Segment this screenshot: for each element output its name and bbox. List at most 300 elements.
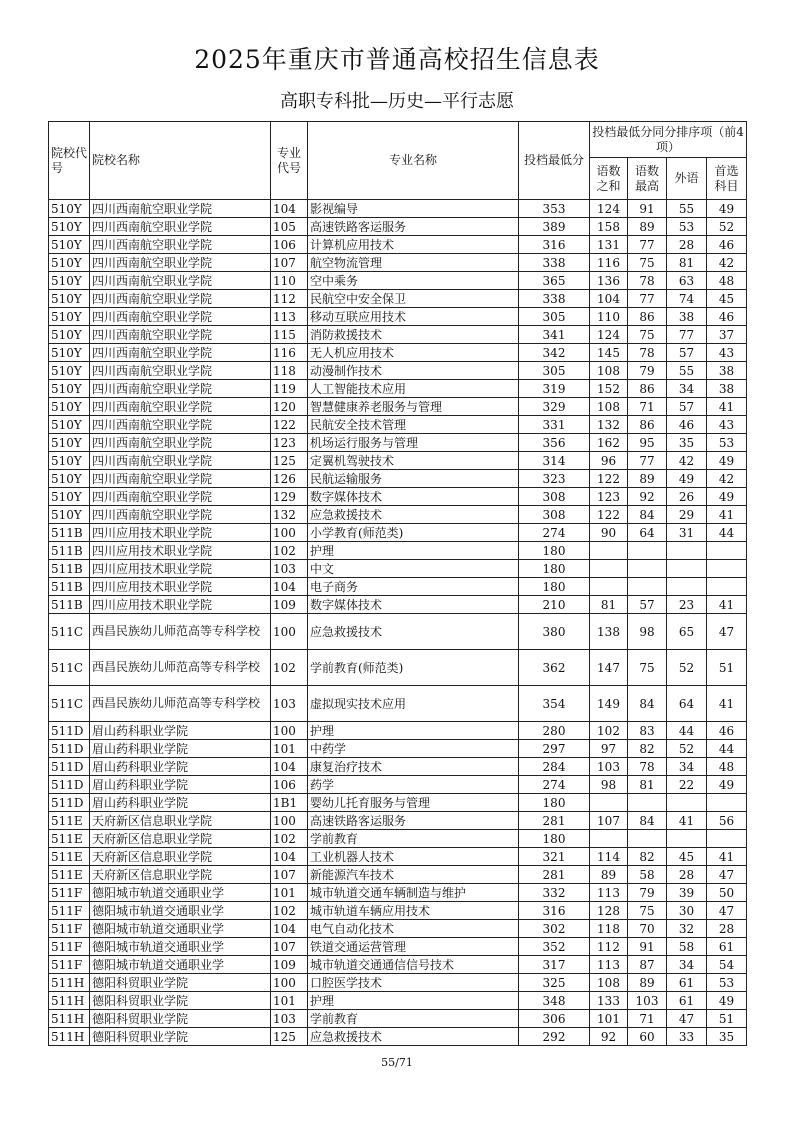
table-row [49, 524, 747, 542]
cell-first-subject: 41 [707, 596, 747, 614]
cell-major-code: 109 [271, 596, 308, 614]
cell-min-score: 281 [519, 812, 590, 830]
cell-chinese-math-max: 89 [628, 218, 667, 236]
table-row [49, 254, 747, 272]
cell-school-name: 眉山药科职业学院 [90, 794, 271, 812]
cell-min-score: 354 [519, 686, 590, 722]
cell-min-score: 316 [519, 236, 590, 254]
cell-major-name: 高速铁路客运服务 [308, 218, 519, 236]
cell-chinese-math-sum: 97 [590, 740, 628, 758]
cell-foreign-language: 57 [667, 344, 707, 362]
cell-first-subject: 42 [707, 470, 747, 488]
cell-major-code: 104 [271, 848, 308, 866]
cell-major-name: 城市轨道交通车辆制造与维护 [308, 884, 519, 902]
cell-chinese-math-sum: 138 [590, 614, 628, 650]
cell-first-subject: 28 [707, 920, 747, 938]
cell-school-code: 510Y [49, 362, 90, 380]
cell-foreign-language: 39 [667, 884, 707, 902]
table-row [49, 416, 747, 434]
cell-min-score: 365 [519, 272, 590, 290]
cell-min-score: 352 [519, 938, 590, 956]
cell-foreign-language [667, 794, 707, 812]
cell-school-code: 511F [49, 902, 90, 920]
cell-school-name: 德阳科贸职业学院 [90, 1028, 271, 1046]
cell-min-score: 180 [519, 578, 590, 596]
cell-major-code: 100 [271, 812, 308, 830]
cell-major-name: 口腔医学技术 [308, 974, 519, 992]
cell-first-subject: 61 [707, 938, 747, 956]
cell-school-name: 西昌民族幼儿师范高等专科学校 [90, 614, 271, 650]
cell-first-subject: 46 [707, 236, 747, 254]
cell-major-name: 虚拟现实技术应用 [308, 686, 519, 722]
cell-chinese-math-sum: 113 [590, 884, 628, 902]
table-row [49, 290, 747, 308]
table-row [49, 686, 747, 722]
cell-major-name: 城市轨道车辆应用技术 [308, 902, 519, 920]
cell-major-name: 婴幼儿托育服务与管理 [308, 794, 519, 812]
cell-min-score: 280 [519, 722, 590, 740]
table-row [49, 776, 747, 794]
cell-chinese-math-max: 75 [628, 650, 667, 686]
cell-first-subject: 43 [707, 416, 747, 434]
cell-foreign-language: 35 [667, 434, 707, 452]
cell-foreign-language: 53 [667, 218, 707, 236]
cell-school-code: 511C [49, 686, 90, 722]
cell-chinese-math-sum [590, 560, 628, 578]
cell-school-code: 511C [49, 650, 90, 686]
cell-chinese-math-max [628, 560, 667, 578]
cell-school-code: 510Y [49, 290, 90, 308]
cell-school-code: 511D [49, 740, 90, 758]
cell-school-code: 511B [49, 542, 90, 560]
cell-foreign-language: 63 [667, 272, 707, 290]
cell-first-subject: 42 [707, 254, 747, 272]
table-row [49, 326, 747, 344]
cell-school-name: 德阳科贸职业学院 [90, 974, 271, 992]
cell-chinese-math-sum: 122 [590, 506, 628, 524]
cell-min-score: 321 [519, 848, 590, 866]
table-row [49, 452, 747, 470]
cell-school-code: 511B [49, 560, 90, 578]
cell-chinese-math-sum: 147 [590, 650, 628, 686]
cell-first-subject: 49 [707, 488, 747, 506]
cell-chinese-math-max: 64 [628, 524, 667, 542]
cell-foreign-language [667, 830, 707, 848]
cell-major-name: 定翼机驾驶技术 [308, 452, 519, 470]
cell-chinese-math-sum: 101 [590, 1010, 628, 1028]
table-row [49, 236, 747, 254]
table-row [49, 470, 747, 488]
cell-major-name: 电子商务 [308, 578, 519, 596]
cell-major-name: 小学教育(师范类) [308, 524, 519, 542]
cell-first-subject: 47 [707, 902, 747, 920]
cell-foreign-language: 34 [667, 380, 707, 398]
cell-school-name: 四川西南航空职业学院 [90, 416, 271, 434]
cell-chinese-math-max: 78 [628, 758, 667, 776]
cell-major-code: 103 [271, 686, 308, 722]
cell-first-subject: 46 [707, 722, 747, 740]
cell-first-subject [707, 830, 747, 848]
cell-first-subject: 41 [707, 848, 747, 866]
cell-foreign-language: 49 [667, 470, 707, 488]
cell-chinese-math-sum: 108 [590, 398, 628, 416]
cell-school-code: 511D [49, 776, 90, 794]
cell-min-score: 274 [519, 524, 590, 542]
table-row [49, 578, 747, 596]
cell-min-score: 314 [519, 452, 590, 470]
cell-first-subject [707, 542, 747, 560]
cell-min-score: 329 [519, 398, 590, 416]
cell-major-code: 106 [271, 776, 308, 794]
cell-chinese-math-sum: 133 [590, 992, 628, 1010]
cell-major-code: 113 [271, 308, 308, 326]
cell-foreign-language [667, 542, 707, 560]
cell-min-score: 306 [519, 1010, 590, 1028]
header-sub-chinese-math-max: 语数最高 [628, 158, 667, 200]
table-row [49, 974, 747, 992]
cell-school-name: 德阳科贸职业学院 [90, 1010, 271, 1028]
table-row [49, 992, 747, 1010]
cell-min-score: 281 [519, 866, 590, 884]
cell-major-code: 104 [271, 920, 308, 938]
cell-major-code: 100 [271, 524, 308, 542]
cell-foreign-language: 32 [667, 920, 707, 938]
cell-major-code: 122 [271, 416, 308, 434]
cell-school-code: 511H [49, 974, 90, 992]
cell-school-name: 德阳城市轨道交通职业学 [90, 920, 271, 938]
cell-chinese-math-sum: 162 [590, 434, 628, 452]
cell-major-code: 102 [271, 542, 308, 560]
cell-min-score: 341 [519, 326, 590, 344]
cell-first-subject: 53 [707, 974, 747, 992]
cell-chinese-math-max: 95 [628, 434, 667, 452]
page-title: 2025年重庆市普通高校招生信息表 [194, 45, 600, 74]
cell-major-name: 航空物流管理 [308, 254, 519, 272]
cell-school-name: 德阳科贸职业学院 [90, 992, 271, 1010]
cell-major-code: 100 [271, 614, 308, 650]
cell-school-code: 511H [49, 1010, 90, 1028]
cell-chinese-math-sum [590, 830, 628, 848]
table-row [49, 1010, 747, 1028]
cell-min-score: 284 [519, 758, 590, 776]
cell-chinese-math-max: 57 [628, 596, 667, 614]
cell-foreign-language: 28 [667, 236, 707, 254]
cell-first-subject: 49 [707, 992, 747, 1010]
cell-chinese-math-max: 79 [628, 362, 667, 380]
cell-chinese-math-max: 91 [628, 938, 667, 956]
cell-school-name: 四川西南航空职业学院 [90, 200, 271, 218]
cell-chinese-math-sum: 128 [590, 902, 628, 920]
cell-chinese-math-max: 86 [628, 416, 667, 434]
table-row [49, 830, 747, 848]
cell-major-code: 105 [271, 218, 308, 236]
cell-school-name: 四川西南航空职业学院 [90, 506, 271, 524]
cell-first-subject: 45 [707, 290, 747, 308]
cell-foreign-language: 64 [667, 686, 707, 722]
cell-major-code: 102 [271, 902, 308, 920]
table-row [49, 434, 747, 452]
cell-major-code: 103 [271, 1010, 308, 1028]
cell-chinese-math-sum [590, 578, 628, 596]
cell-school-name: 西昌民族幼儿师范高等专科学校 [90, 686, 271, 722]
cell-chinese-math-sum: 108 [590, 974, 628, 992]
cell-school-name: 四川应用技术职业学院 [90, 560, 271, 578]
cell-school-code: 510Y [49, 308, 90, 326]
cell-chinese-math-sum: 103 [590, 758, 628, 776]
cell-foreign-language: 58 [667, 938, 707, 956]
cell-chinese-math-sum: 145 [590, 344, 628, 362]
cell-major-code: 115 [271, 326, 308, 344]
cell-major-name: 学前教育(师范类) [308, 650, 519, 686]
cell-chinese-math-sum: 104 [590, 290, 628, 308]
table-row [49, 920, 747, 938]
cell-first-subject: 48 [707, 272, 747, 290]
cell-school-name: 天府新区信息职业学院 [90, 830, 271, 848]
cell-foreign-language: 34 [667, 758, 707, 776]
header-school-name: 院校名称 [90, 122, 271, 200]
cell-major-code: 107 [271, 938, 308, 956]
cell-min-score: 356 [519, 434, 590, 452]
cell-chinese-math-max: 82 [628, 848, 667, 866]
cell-first-subject: 56 [707, 812, 747, 830]
cell-chinese-math-max: 75 [628, 326, 667, 344]
cell-first-subject: 35 [707, 1028, 747, 1046]
cell-school-name: 四川西南航空职业学院 [90, 488, 271, 506]
table-row [49, 362, 747, 380]
cell-chinese-math-sum: 124 [590, 326, 628, 344]
cell-chinese-math-max: 89 [628, 974, 667, 992]
cell-chinese-math-sum: 89 [590, 866, 628, 884]
cell-school-name: 四川应用技术职业学院 [90, 542, 271, 560]
cell-first-subject: 49 [707, 776, 747, 794]
cell-chinese-math-max: 78 [628, 272, 667, 290]
cell-chinese-math-max: 75 [628, 254, 667, 272]
cell-school-name: 四川西南航空职业学院 [90, 362, 271, 380]
cell-major-code: 123 [271, 434, 308, 452]
cell-foreign-language: 34 [667, 956, 707, 974]
cell-chinese-math-sum: 116 [590, 254, 628, 272]
table-row [49, 866, 747, 884]
cell-foreign-language: 29 [667, 506, 707, 524]
cell-major-name: 应急救援技术 [308, 1028, 519, 1046]
cell-min-score: 338 [519, 254, 590, 272]
cell-school-code: 511H [49, 1028, 90, 1046]
cell-first-subject: 47 [707, 866, 747, 884]
cell-first-subject: 41 [707, 398, 747, 416]
cell-major-name: 数字媒体技术 [308, 488, 519, 506]
cell-first-subject: 51 [707, 650, 747, 686]
cell-min-score: 353 [519, 200, 590, 218]
cell-school-code: 510Y [49, 470, 90, 488]
cell-first-subject: 47 [707, 614, 747, 650]
cell-major-name: 无人机应用技术 [308, 344, 519, 362]
cell-major-code: 1B1 [271, 794, 308, 812]
cell-major-code: 102 [271, 650, 308, 686]
cell-first-subject: 48 [707, 758, 747, 776]
cell-major-code: 118 [271, 362, 308, 380]
cell-major-code: 107 [271, 866, 308, 884]
cell-min-score: 308 [519, 488, 590, 506]
cell-major-name: 应急救援技术 [308, 506, 519, 524]
cell-school-name: 四川西南航空职业学院 [90, 434, 271, 452]
cell-school-name: 眉山药科职业学院 [90, 776, 271, 794]
table-row [49, 398, 747, 416]
cell-min-score: 342 [519, 344, 590, 362]
cell-chinese-math-sum: 102 [590, 722, 628, 740]
cell-major-name: 民航运输服务 [308, 470, 519, 488]
cell-chinese-math-sum: 110 [590, 308, 628, 326]
cell-chinese-math-max: 84 [628, 686, 667, 722]
cell-major-name: 移动互联应用技术 [308, 308, 519, 326]
cell-major-name: 康复治疗技术 [308, 758, 519, 776]
cell-school-code: 510Y [49, 488, 90, 506]
page-subtitle: 高职专科批—历史—平行志愿 [280, 91, 514, 112]
cell-chinese-math-sum: 158 [590, 218, 628, 236]
table-row [49, 614, 747, 650]
cell-min-score: 332 [519, 884, 590, 902]
cell-school-code: 511D [49, 794, 90, 812]
cell-major-code: 100 [271, 722, 308, 740]
cell-min-score: 274 [519, 776, 590, 794]
header-sub-foreign-language: 外语 [667, 158, 707, 200]
cell-foreign-language: 28 [667, 866, 707, 884]
cell-foreign-language: 81 [667, 254, 707, 272]
cell-first-subject: 49 [707, 452, 747, 470]
cell-school-name: 天府新区信息职业学院 [90, 812, 271, 830]
cell-major-name: 人工智能技术应用 [308, 380, 519, 398]
cell-major-name: 学前教育 [308, 1010, 519, 1028]
cell-chinese-math-sum: 107 [590, 812, 628, 830]
table-row [49, 488, 747, 506]
cell-school-code: 510Y [49, 200, 90, 218]
cell-chinese-math-sum: 152 [590, 380, 628, 398]
cell-min-score: 362 [519, 650, 590, 686]
cell-foreign-language: 26 [667, 488, 707, 506]
cell-chinese-math-sum: 108 [590, 362, 628, 380]
cell-chinese-math-max: 98 [628, 614, 667, 650]
cell-school-code: 510Y [49, 272, 90, 290]
cell-school-name: 四川西南航空职业学院 [90, 344, 271, 362]
cell-first-subject: 38 [707, 380, 747, 398]
cell-school-name: 四川西南航空职业学院 [90, 398, 271, 416]
cell-major-code: 126 [271, 470, 308, 488]
cell-school-name: 四川西南航空职业学院 [90, 326, 271, 344]
cell-school-code: 511B [49, 524, 90, 542]
table-row [49, 218, 747, 236]
cell-min-score: 180 [519, 560, 590, 578]
cell-major-code: 104 [271, 578, 308, 596]
cell-school-code: 510Y [49, 398, 90, 416]
cell-foreign-language: 55 [667, 200, 707, 218]
cell-major-name: 消防救援技术 [308, 326, 519, 344]
cell-chinese-math-max: 91 [628, 200, 667, 218]
header-min-score: 投档最低分 [519, 122, 590, 200]
cell-chinese-math-max: 84 [628, 506, 667, 524]
cell-first-subject [707, 794, 747, 812]
cell-school-name: 天府新区信息职业学院 [90, 848, 271, 866]
cell-major-code: 100 [271, 974, 308, 992]
cell-major-code: 107 [271, 254, 308, 272]
cell-school-code: 510Y [49, 434, 90, 452]
cell-first-subject: 38 [707, 362, 747, 380]
cell-school-code: 510Y [49, 380, 90, 398]
cell-major-code: 106 [271, 236, 308, 254]
cell-chinese-math-sum: 98 [590, 776, 628, 794]
cell-school-code: 510Y [49, 452, 90, 470]
cell-min-score: 180 [519, 830, 590, 848]
cell-chinese-math-max [628, 794, 667, 812]
cell-chinese-math-max: 86 [628, 380, 667, 398]
cell-school-name: 四川西南航空职业学院 [90, 218, 271, 236]
cell-major-name: 民航安全技术管理 [308, 416, 519, 434]
cell-major-name: 护理 [308, 992, 519, 1010]
cell-foreign-language: 46 [667, 416, 707, 434]
table-row [49, 956, 747, 974]
cell-major-name: 民航空中安全保卫 [308, 290, 519, 308]
cell-chinese-math-max: 77 [628, 452, 667, 470]
cell-school-name: 眉山药科职业学院 [90, 758, 271, 776]
cell-school-name: 四川应用技术职业学院 [90, 524, 271, 542]
cell-school-name: 四川西南航空职业学院 [90, 380, 271, 398]
header-tie-group: 投档最低分同分排序项（前4项） [590, 122, 747, 158]
cell-chinese-math-sum: 132 [590, 416, 628, 434]
cell-chinese-math-max: 87 [628, 956, 667, 974]
cell-foreign-language: 42 [667, 452, 707, 470]
cell-school-name: 四川应用技术职业学院 [90, 596, 271, 614]
cell-chinese-math-max: 70 [628, 920, 667, 938]
cell-school-code: 511B [49, 596, 90, 614]
cell-min-score: 323 [519, 470, 590, 488]
cell-chinese-math-max [628, 578, 667, 596]
cell-first-subject: 44 [707, 740, 747, 758]
cell-chinese-math-sum: 136 [590, 272, 628, 290]
cell-major-code: 132 [271, 506, 308, 524]
cell-chinese-math-max: 84 [628, 812, 667, 830]
cell-chinese-math-sum: 81 [590, 596, 628, 614]
cell-major-name: 中药学 [308, 740, 519, 758]
cell-school-name: 天府新区信息职业学院 [90, 866, 271, 884]
cell-foreign-language: 33 [667, 1028, 707, 1046]
cell-foreign-language: 44 [667, 722, 707, 740]
cell-major-name: 计算机应用技术 [308, 236, 519, 254]
cell-major-name: 药学 [308, 776, 519, 794]
cell-school-code: 510Y [49, 506, 90, 524]
cell-chinese-math-max: 89 [628, 470, 667, 488]
cell-chinese-math-sum: 112 [590, 938, 628, 956]
header-sub-first-subject: 首选科目 [707, 158, 747, 200]
cell-major-name: 影视编导 [308, 200, 519, 218]
cell-school-code: 511H [49, 992, 90, 1010]
cell-school-code: 511F [49, 956, 90, 974]
cell-school-name: 眉山药科职业学院 [90, 722, 271, 740]
cell-chinese-math-max: 71 [628, 398, 667, 416]
cell-first-subject: 49 [707, 200, 747, 218]
cell-first-subject: 51 [707, 1010, 747, 1028]
table-row [49, 938, 747, 956]
cell-min-score: 331 [519, 416, 590, 434]
cell-major-code: 120 [271, 398, 308, 416]
cell-school-code: 511E [49, 848, 90, 866]
cell-major-code: 116 [271, 344, 308, 362]
cell-chinese-math-max: 58 [628, 866, 667, 884]
cell-school-code: 510Y [49, 236, 90, 254]
cell-chinese-math-max: 86 [628, 308, 667, 326]
table-row [49, 308, 747, 326]
cell-chinese-math-sum: 118 [590, 920, 628, 938]
cell-major-code: 112 [271, 290, 308, 308]
cell-major-code: 103 [271, 560, 308, 578]
cell-major-code: 110 [271, 272, 308, 290]
